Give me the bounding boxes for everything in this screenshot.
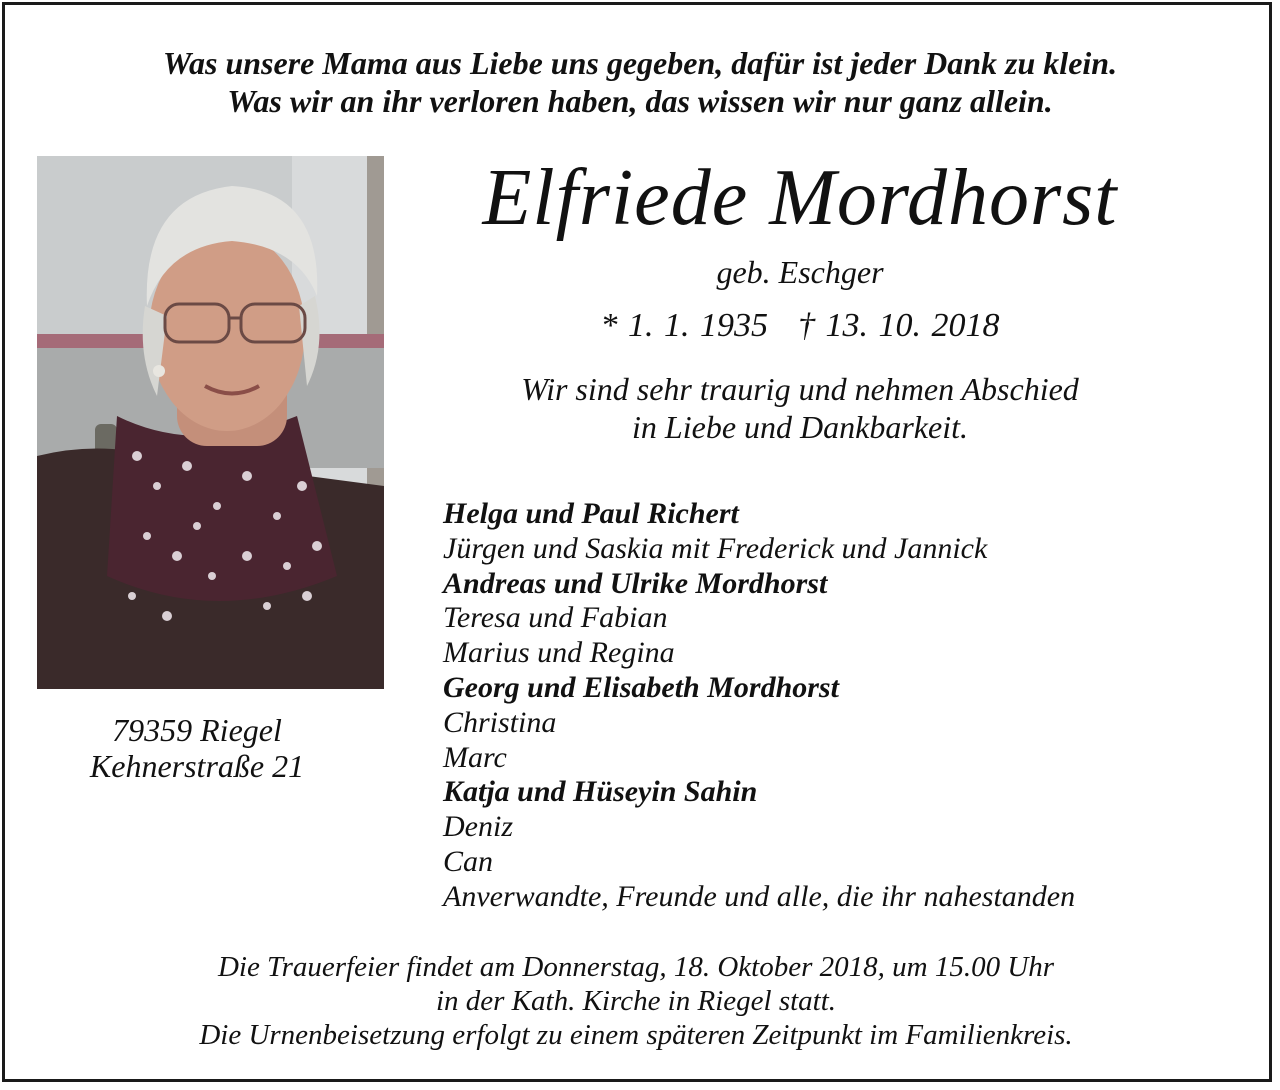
motto-line: Was unsere Mama aus Liebe uns gegeben, dafür ist jeder Dank zu klein. (162, 45, 1118, 81)
mourner-line: Andreas und Ulrike Mordhorst (443, 566, 828, 600)
service-notice (0, 950, 1272, 1052)
service-line: Die Trauerfeier findet am Donnerstag, 18. Oktober 2018, um 15.00 Uhr (217, 951, 1055, 983)
farewell-line: in Liebe und Dankbarkeit. (632, 409, 968, 445)
motto-line: Was wir an ihr verloren haben, das wissen wir nur ganz allein. (227, 83, 1053, 119)
mourner-line: Jürgen und Saskia mit Frederick und Jannick (443, 531, 988, 565)
service-line: Die Urnenbeisetzung erfolgt zu einem späteren Zeitpunkt im Familienkreis. (199, 1019, 1073, 1051)
mourner-line: Katja und Hüseyin Sahin (443, 775, 758, 809)
address-city: 79359 Riegel (112, 712, 282, 748)
farewell-line: Wir sind sehr traurig und nehmen Abschied (521, 371, 1079, 407)
life-dates (420, 305, 1180, 347)
death-date: † 13. 10. 2018 (798, 307, 1000, 344)
mourner-line: Christina (443, 705, 557, 739)
birth-name: geb. Eschger (716, 254, 884, 290)
mourner-line: Can (443, 844, 494, 878)
deceased-name: Elfriede Mordhorst (482, 154, 1118, 242)
address-block (37, 712, 357, 784)
birth-date: * 1. 1. 1935 (600, 307, 768, 344)
mourner-line: Deniz (443, 810, 513, 844)
service-line: in der Kath. Kirche in Riegel statt. (435, 985, 837, 1017)
motto-verse (0, 44, 1280, 120)
mourner-line: Georg und Elisabeth Mordhorst (443, 670, 839, 704)
mourner-line: Teresa und Fabian (443, 601, 668, 635)
mourner-line: Marius und Regina (443, 636, 675, 670)
mourners-list (443, 497, 1243, 915)
mourner-line: Anverwandte, Freunde und alle, die ihr nahestanden (443, 879, 1076, 913)
address-street: Kehnerstraße 21 (89, 748, 305, 784)
farewell-text (420, 370, 1180, 446)
portrait-photo (37, 156, 384, 689)
mourner-line: Marc (443, 740, 507, 774)
mourner-line: Helga und Paul Richert (443, 497, 739, 530)
